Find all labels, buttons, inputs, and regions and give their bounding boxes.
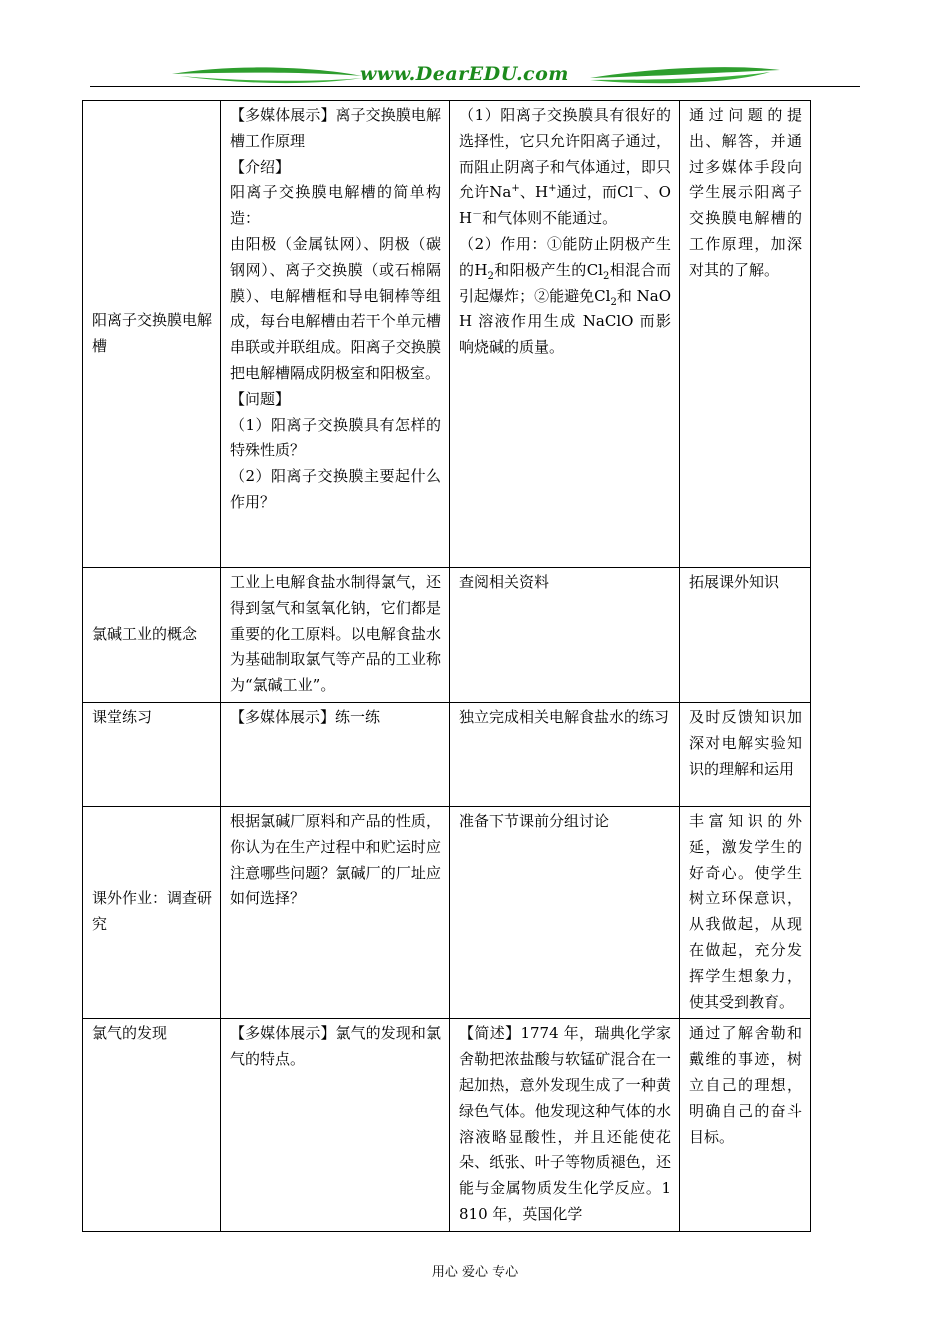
topic-cell: 氯碱工业的概念 [83,568,221,703]
header-divider [90,86,860,87]
teacher-line: （2）阳离子交换膜主要起什么作用？ [230,467,441,511]
student-activity-cell: 独立完成相关电解食盐水的练习 [450,702,680,806]
design-intent-cell: 拓展课外知识 [680,568,811,703]
teacher-line: 【多媒体展示】离子交换膜电解槽工作原理 [230,106,441,150]
teacher-line: 阳离子交换膜电解槽的简单构造： [230,183,441,228]
student-activity-cell: 【简述】1774 年，瑞典化学家舍勒把浓盐酸与软锰矿混合在一起加热，意外发现生成了一种黄绿色气体。他发现这种气体的水溶液略显酸性，并且还能使花朵、纸张、叶子等物质褪色，还能与金属物质发生化学反应。1810 年，英国化学 [450,1019,680,1231]
teacher-line: 【介绍】 [230,157,291,176]
table-row [83,702,811,806]
topic-cell: 氯气的发现 [83,1019,221,1231]
design-intent-cell: 及时反馈知识加深对电解实验知识的理解和运用 [680,702,811,806]
teacher-line: （1）阳离子交换膜具有怎样的特殊性质？ [230,415,441,460]
table-row [83,806,811,1018]
topic-cell: 课外作业：调查研究 [83,806,221,1018]
page-footer: 用心 爱心 专心 [431,1265,519,1280]
page-header [90,60,860,90]
topic-cell: 课堂练习 [83,702,221,806]
teacher-activity-cell [221,101,450,568]
table-row [83,568,811,703]
student-activity-cell: 查阅相关资料 [450,568,680,703]
table-row [83,101,811,568]
student-paragraph-2: （2）作用：①能防止阴极产生的$H_2$和阳极产生的$Cl_2$相混合而引起爆炸；②能避免$Cl_2$和 NaOH 溶液作用生成 NaClO 而影响烧碱的质量。 [459,234,671,357]
student-activity-cell: 准备下节课前分组讨论 [450,806,680,1018]
teacher-activity-cell: 根据氯碱厂原料和产品的性质，你认为在生产过程中和贮运时应注意哪些问题？氯碱厂的厂址应如何选择？ [221,806,450,1018]
student-paragraph-1: （1）阳离子交换膜具有很好的选择性，它只允许阳离子通过，而阻止阴离子和气体通过，即只允许Na+、H+通过，而Cl－、OH－和气体则不能通过。 [459,106,671,228]
teacher-line: 【问题】 [230,389,291,408]
lesson-plan-table [82,100,811,1232]
teacher-activity-cell: 工业上电解食盐水制得氯气，还得到氢气和氢氧化钠，它们都是重要的化工原料。以电解食盐水为基础制取氯气等产品的工业称为“氯碱工业”。 [221,568,450,703]
teacher-activity-cell: 【多媒体展示】练一练 [221,702,450,806]
table-row [83,1019,811,1231]
site-url-logo: www.DearEDU.com [360,63,569,85]
design-intent-cell: 通过了解舍勒和戴维的事迹，树立自己的理想，明确自己的奋斗目标。 [680,1019,811,1231]
student-activity-cell [450,101,680,568]
design-intent-cell: 通过问题的提出、解答，并通过多媒体手段向学生展示阳离子交换膜电解槽的工作原理，加深对其的了解。 [680,101,811,568]
teacher-line: 由阳极（金属钛网）、阴极（碳钢网）、离子交换膜（或石棉隔膜）、电解槽框和导电铜棒等组成，每台电解槽由若干个单元槽串联或并联组成。阳离子交换膜把电解槽隔成阴极室和阳极室。 [230,234,441,382]
design-intent-cell: 丰富知识的外延，激发学生的好奇心。使学生树立环保意识，从我做起，从现在做起，充分发挥学生想象力，使其受到教育。 [680,806,811,1018]
teacher-activity-cell: 【多媒体展示】氯气的发现和氯气的特点。 [221,1019,450,1231]
topic-cell: 阳离子交换膜电解槽 [83,101,221,568]
